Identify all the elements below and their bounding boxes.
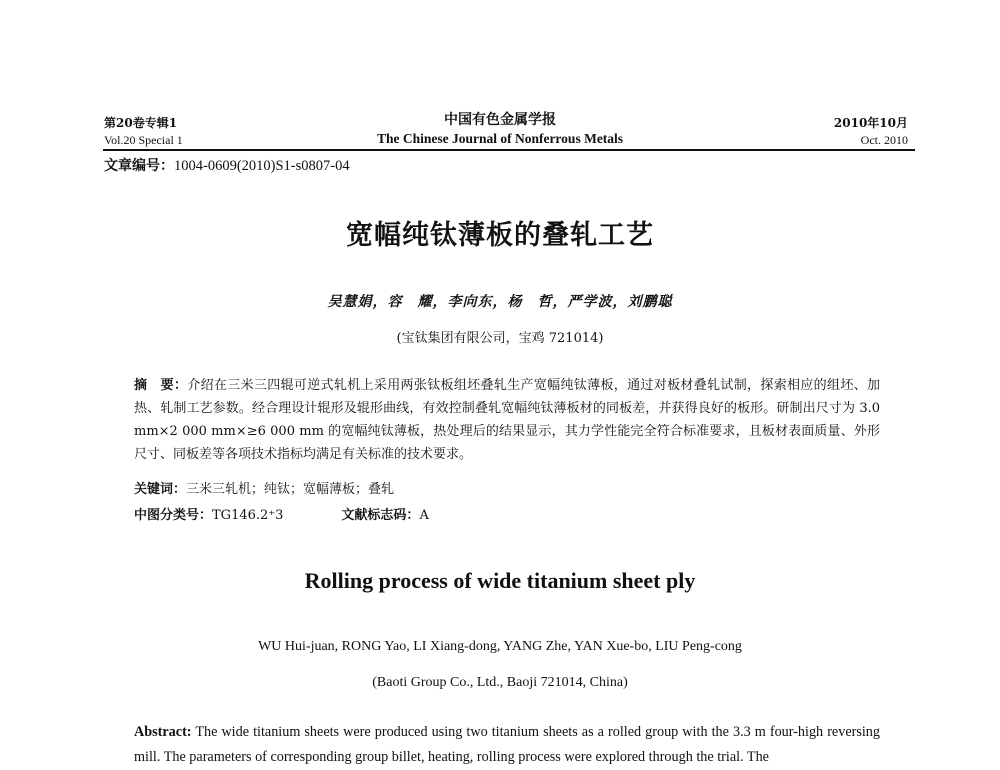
abstract-cn-label: 摘 要： [134,378,188,393]
clc-value: TG146.2⁺3 [212,508,284,523]
header-rule [103,149,915,151]
abstract-cn-text: 介绍在三米三四辊可逆式轧机上采用两张钛板组坯叠轧生产宽幅纯钛薄板，通过对板材叠轧试制，探索相应的组坯、加热、轧制工艺参数。经合理设计辊形及辊形曲线，有效控制叠轧宽幅纯钛薄板材的同板差，并获得良好的板形。研制出尺寸为 3.0 mm×2 000 mm×≥6 000 mm 的宽幅纯钛薄板，热处理后的结果显示，其力学性能完全符合标准要求，且板材表面质量、外形尺寸、同板差等各项技术指标均满足有关标准的技术要求。 [134,378,880,462]
volume-issue-en: Vol.20 Special 1 [104,133,183,147]
doc-code-value: A [419,508,429,523]
journal-name-en: The Chinese Journal of Nonferrous Metals [376,131,624,146]
article-number-value: 1004-0609(2010)S1-s0807-04 [174,158,350,174]
classification-line [134,504,880,527]
authors-en: WU Hui-juan, RONG Yao, LI Xiang-dong, YANG Zhe, YAN Xue-bo, LIU Peng-cong [258,639,742,654]
volume-issue-cn: 第20卷专辑1 [104,116,178,130]
authors-cn: 吴慧娟，容 耀，李向东，杨 哲，严学波，刘鹏聪 [327,294,673,310]
issue-date-en: Oct. 2010 [860,133,908,147]
keywords-cn [134,478,880,501]
abstract-en [134,720,880,770]
title-cn: 宽幅纯钛薄板的叠轧工艺 [346,220,654,251]
affiliation-en: (Baoti Group Co., Ltd., Baoji 721014, China) [372,675,628,690]
title-en: Rolling process of wide titanium sheet ply [304,568,696,593]
issue-date-cn: 2010年10月 [833,116,908,130]
doc-code-label: 文献标志码： [341,508,420,523]
article-number-label: 文章编号： [104,158,174,174]
clc-label: 中图分类号： [134,508,213,523]
abstract-cn [134,374,880,466]
journal-name-cn: 中国有色金属学报 [444,112,556,128]
keywords-cn-text: 三米三轧机；纯钛；宽幅薄板；叠轧 [186,482,395,497]
keywords-cn-label: 关键词： [134,482,187,497]
abstract-en-label: Abstract: [134,724,192,740]
abstract-en-text: The wide titanium sheets were produced using two titanium sheets as a rolled group with the 3.3 m four-high reversing mill. The parameters of corresponding group billet, heating, rolling process were explored through the trial. The [134,724,880,765]
article-number [104,155,350,175]
affiliation-cn: (宝钛集团有限公司，宝鸡 721014) [396,331,604,346]
